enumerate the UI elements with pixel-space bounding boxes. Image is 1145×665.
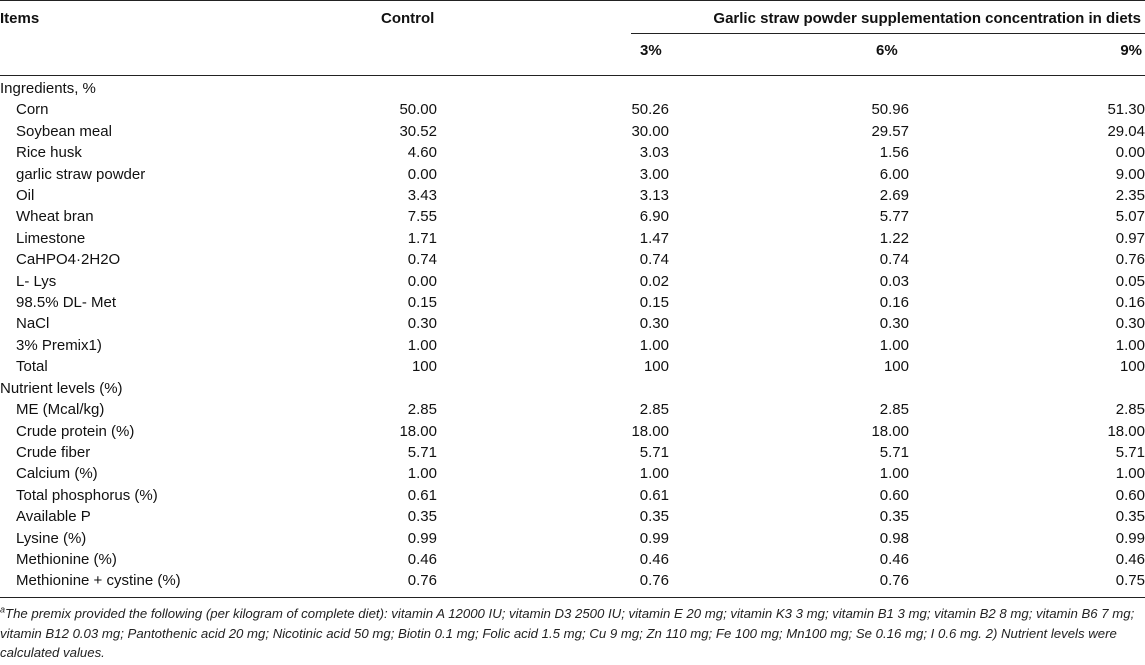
value-cell: 0.30 bbox=[639, 315, 669, 333]
value-cell: 1.00 bbox=[639, 336, 669, 354]
value-cell: 5.71 bbox=[639, 443, 669, 461]
table-row bbox=[0, 292, 1145, 313]
empty-cell bbox=[437, 78, 669, 99]
header-bottom-rule bbox=[0, 75, 1145, 76]
value-cell: 0.74 bbox=[879, 251, 909, 269]
value-cell: 29.04 bbox=[1107, 122, 1145, 140]
table-row bbox=[0, 249, 1145, 270]
footnote bbox=[0, 604, 1143, 663]
table-row bbox=[0, 442, 1145, 463]
table-row bbox=[0, 228, 1145, 249]
value-cell: 0.15 bbox=[639, 294, 669, 312]
value-cell: 0.16 bbox=[879, 294, 909, 312]
value-cell: 0.15 bbox=[407, 294, 437, 312]
value-cell: 1.00 bbox=[639, 465, 669, 483]
value-cell: 100 bbox=[883, 358, 909, 376]
value-cell: 0.05 bbox=[1115, 272, 1145, 290]
empty-cell bbox=[437, 378, 669, 399]
row-label: L- Lys bbox=[16, 272, 57, 290]
value-cell: 0.46 bbox=[879, 550, 909, 568]
value-cell: 3.43 bbox=[407, 187, 437, 205]
value-cell: 9.00 bbox=[1115, 165, 1145, 183]
value-cell: 3.13 bbox=[639, 187, 669, 205]
value-cell: 1.47 bbox=[639, 229, 669, 247]
row-label: Rice husk bbox=[16, 144, 82, 162]
value-cell: 5.77 bbox=[879, 208, 909, 226]
empty-cell bbox=[669, 78, 909, 99]
value-cell: 3.03 bbox=[639, 144, 669, 162]
table-row bbox=[0, 570, 1145, 591]
value-cell: 0.99 bbox=[1115, 529, 1145, 547]
footnote-text: The premix provided the following (per kilogram of complete diet): vitamin A 12000 IU; vitamin D3 2500 IU; vitamin E 20 mg; vitamin K3 3 mg; vitamin B1 3 mg; vitamin B2 8 mg; vitamin B6 7 mg; vitamin B12 0.03 mg; Pantothenic acid 20 mg; Nicotinic acid 50 mg; Biotin 0.1 mg; Folic acid 1.5 mg; Cu 9 mg; Zn 110 mg; Fe 100 mg; Mn100 mg; Se 0.16 mg; I 0.6 mg. 2) Nutrient levels were calculated values. bbox=[0, 606, 1135, 660]
table-row bbox=[0, 485, 1145, 506]
table-row bbox=[0, 399, 1145, 420]
footnote-marker: a bbox=[0, 604, 6, 615]
table-bottom-rule bbox=[0, 597, 1145, 598]
value-cell: 0.98 bbox=[879, 529, 909, 547]
table-row bbox=[0, 506, 1145, 527]
value-cell: 0.35 bbox=[1115, 508, 1145, 526]
value-cell: 51.30 bbox=[1107, 101, 1145, 119]
row-label: Available P bbox=[16, 508, 91, 526]
table-top-rule bbox=[0, 0, 1145, 1]
table-row bbox=[0, 421, 1145, 442]
value-cell: 1.00 bbox=[407, 465, 437, 483]
value-cell: 1.56 bbox=[879, 144, 909, 162]
value-cell: 0.99 bbox=[639, 529, 669, 547]
value-cell: 0.75 bbox=[1115, 572, 1145, 590]
value-cell: 50.00 bbox=[399, 101, 437, 119]
row-label: Calcium (%) bbox=[16, 465, 98, 483]
value-cell: 100 bbox=[643, 358, 669, 376]
value-cell: 18.00 bbox=[1107, 422, 1145, 440]
table-row bbox=[0, 99, 1145, 120]
value-cell: 18.00 bbox=[631, 422, 669, 440]
value-cell: 0.61 bbox=[639, 486, 669, 504]
empty-cell bbox=[290, 78, 437, 99]
value-cell: 2.69 bbox=[879, 187, 909, 205]
value-cell: 0.35 bbox=[639, 508, 669, 526]
value-cell: 100 bbox=[1119, 358, 1145, 376]
value-cell: 30.00 bbox=[631, 122, 669, 140]
value-cell: 18.00 bbox=[871, 422, 909, 440]
empty-cell bbox=[290, 378, 437, 399]
value-cell: 0.30 bbox=[1115, 315, 1145, 333]
value-cell: 0.46 bbox=[1115, 550, 1145, 568]
value-cell: 2.35 bbox=[1115, 187, 1145, 205]
header-group: Garlic straw powder supplementation concentration in diets bbox=[713, 10, 1141, 27]
value-cell: 0.30 bbox=[879, 315, 909, 333]
empty-cell bbox=[669, 378, 909, 399]
value-cell: 0.46 bbox=[407, 550, 437, 568]
value-cell: 0.30 bbox=[407, 315, 437, 333]
value-cell: 0.61 bbox=[407, 486, 437, 504]
value-cell: 29.57 bbox=[871, 122, 909, 140]
row-label: garlic straw powder bbox=[16, 165, 146, 183]
row-label: Oil bbox=[16, 187, 35, 205]
row-label: Corn bbox=[16, 101, 49, 119]
row-label: NaCl bbox=[16, 315, 50, 333]
value-cell: 0.35 bbox=[407, 508, 437, 526]
value-cell: 0.76 bbox=[639, 572, 669, 590]
table-row bbox=[0, 206, 1145, 227]
value-cell: 1.00 bbox=[879, 336, 909, 354]
value-cell: 0.00 bbox=[1115, 144, 1145, 162]
value-cell: 0.16 bbox=[1115, 294, 1145, 312]
row-label: Limestone bbox=[16, 229, 86, 247]
value-cell: 0.00 bbox=[407, 165, 437, 183]
value-cell: 2.85 bbox=[407, 401, 437, 419]
table-row bbox=[0, 121, 1145, 142]
row-label: Methionine (%) bbox=[16, 550, 117, 568]
value-cell: 1.00 bbox=[1115, 465, 1145, 483]
value-cell: 1.22 bbox=[879, 229, 909, 247]
value-cell: 1.71 bbox=[407, 229, 437, 247]
value-cell: 6.90 bbox=[639, 208, 669, 226]
table-row bbox=[0, 271, 1145, 292]
value-cell: 5.71 bbox=[1115, 443, 1145, 461]
table-row bbox=[0, 185, 1145, 206]
header-col-6pct: 6% bbox=[876, 42, 898, 59]
value-cell: 0.97 bbox=[1115, 229, 1145, 247]
row-label: ME (Mcal/kg) bbox=[16, 401, 105, 419]
value-cell: 1.00 bbox=[407, 336, 437, 354]
table-body bbox=[0, 78, 1145, 592]
header-group-rule bbox=[631, 33, 1145, 34]
value-cell: 2.85 bbox=[879, 401, 909, 419]
value-cell: 100 bbox=[411, 358, 437, 376]
value-cell: 5.71 bbox=[407, 443, 437, 461]
value-cell: 2.85 bbox=[1115, 401, 1145, 419]
value-cell: 0.76 bbox=[1115, 251, 1145, 269]
value-cell: 0.00 bbox=[407, 272, 437, 290]
row-label: CaHPO4·2H2O bbox=[16, 251, 121, 269]
value-cell: 0.74 bbox=[407, 251, 437, 269]
section-label: Ingredients, % bbox=[0, 80, 96, 97]
value-cell: 0.03 bbox=[879, 272, 909, 290]
value-cell: 0.60 bbox=[879, 486, 909, 504]
section-label: Nutrient levels (%) bbox=[0, 379, 123, 397]
row-label: 98.5% DL- Met bbox=[16, 294, 117, 312]
table-row bbox=[0, 549, 1145, 570]
value-cell: 2.85 bbox=[639, 401, 669, 419]
value-cell: 50.26 bbox=[631, 101, 669, 119]
header-control: Control bbox=[381, 10, 435, 27]
value-cell: 0.99 bbox=[407, 529, 437, 547]
value-cell: 4.60 bbox=[407, 144, 437, 162]
table-row bbox=[0, 142, 1145, 163]
value-cell: 0.02 bbox=[639, 272, 669, 290]
value-cell: 0.76 bbox=[407, 572, 437, 590]
table-row bbox=[0, 313, 1145, 334]
value-cell: 30.52 bbox=[399, 122, 437, 140]
value-cell: 0.35 bbox=[879, 508, 909, 526]
value-cell: 1.00 bbox=[879, 465, 909, 483]
empty-cell bbox=[909, 78, 1145, 99]
row-label: Soybean meal bbox=[16, 122, 112, 140]
value-cell: 0.46 bbox=[639, 550, 669, 568]
value-cell: 0.74 bbox=[639, 251, 669, 269]
header-col-9pct: 9% bbox=[1120, 42, 1142, 59]
value-cell: 18.00 bbox=[399, 422, 437, 440]
row-label: Crude fiber bbox=[16, 443, 91, 461]
row-label: Methionine + cystine (%) bbox=[16, 572, 181, 590]
table-row bbox=[0, 335, 1145, 356]
table-row bbox=[0, 356, 1145, 377]
value-cell: 50.96 bbox=[871, 101, 909, 119]
table-row bbox=[0, 164, 1145, 185]
value-cell: 3.00 bbox=[639, 165, 669, 183]
data-table bbox=[0, 78, 1145, 592]
value-cell: 6.00 bbox=[879, 165, 909, 183]
empty-cell bbox=[909, 378, 1145, 399]
row-label: Total bbox=[16, 358, 48, 376]
value-cell: 5.71 bbox=[879, 443, 909, 461]
value-cell: 1.00 bbox=[1115, 336, 1145, 354]
value-cell: 5.07 bbox=[1115, 208, 1145, 226]
row-label: Lysine (%) bbox=[16, 529, 87, 547]
header-items: Items bbox=[0, 10, 40, 27]
value-cell: 7.55 bbox=[407, 208, 437, 226]
row-label: 3% Premix1) bbox=[16, 336, 102, 354]
table-row bbox=[0, 463, 1145, 484]
row-label: Crude protein (%) bbox=[16, 422, 135, 440]
row-label: Total phosphorus (%) bbox=[16, 486, 158, 504]
row-label: Wheat bran bbox=[16, 208, 94, 226]
header-col-3pct: 3% bbox=[640, 42, 662, 59]
section-row bbox=[0, 78, 1145, 99]
value-cell: 0.76 bbox=[879, 572, 909, 590]
table-row bbox=[0, 528, 1145, 549]
value-cell: 0.60 bbox=[1115, 486, 1145, 504]
section-row bbox=[0, 378, 1145, 399]
